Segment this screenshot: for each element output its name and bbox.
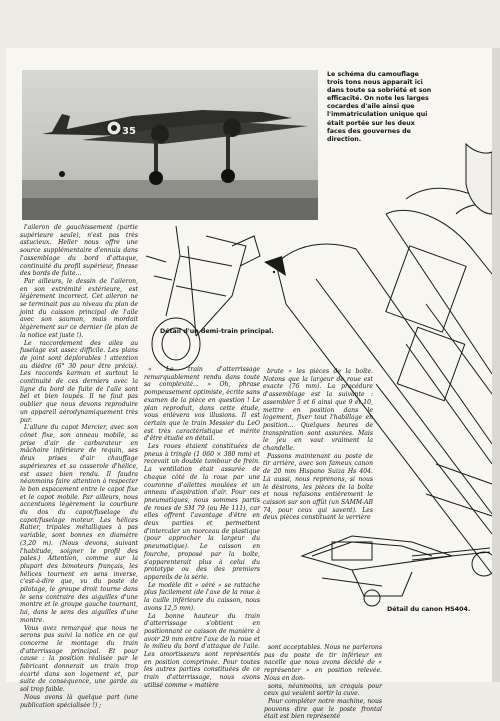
column3-paragraph: brute » les pièces de la boîte. Notons que la largeur de roue est exacte (76 mm). La procédure d'assemblage est la suivante : assembler 5 et 6 ainsi que 9 et 10, mettre en position dans le logement, fixer tout l'habillage en position... Quelques heures de transpiration sont assurées. Mais le jeu en vaut vraiment la chandelle.: [263, 368, 373, 453]
column4-paragraph: Pour compléter notre machine, nous pouvons dire que le poste frontal était est bien représenté: [264, 697, 382, 721]
canon-drawing: [292, 516, 492, 612]
column4-paragraph: sons, néanmoins, un croquis pour ceux qui veulent sortir la cuve.: [264, 682, 382, 698]
column2-paragraph: Le modèle dit « aéré » se rattache plus facilement (de l'axe de la roue à la cuille inférieure du caisson, nous avons 12,5 mm).: [144, 581, 260, 612]
column1-paragraph: Vous avez remarqué que nous ne serons pas suivi la notice en ce qui concerne le montage du train d'atterrissage principal. Et pour cause : la position réalisée par le fabricant donnerait un train trop écarté dans son logement et, par suite de conséquence, une garde au sol trop faible.: [20, 624, 138, 694]
aircraft-marking: 35: [122, 126, 136, 137]
column1-paragraph: L'allure du capot Mercier, avec son cônet fixe, son anneau mobile, sa prise d'air de carburateur en mâchoire inférieure de requin, ses deux prises d'air chauffage supérieures et sa casserole d'hélice, est assez bien rendu. Il faudra néanmoins faire attention à respecter le bon espacement entre le capot fixe et le capot mobile. Par ailleurs, nous accentuons légèrement la courbure du dos du capot/fuselage du capot/fuselage moteur. Les hélices Ratier, tripales métalliques à pas variable, sont bonnes en diamètre (3,20 m). (Nous devons, suivant l'habitude, soigner le profil des pales.) Attention, comme sur la plupart des bimoteurs français, les hélices tournent en sens inverse, c'est-à-dire que, vu du poste de pilotage, le groupe droit tourne dans le sens contraire des aiguilles d'une montre et le groupe gauche tournant, lui, dans le sens des aiguilles d'une montre.: [20, 424, 138, 624]
column1-paragraph: l'aileron de gauchissement (partie supérieure seule), n'est pas très astucieux. Heller nous offre une source supplémentaire d'ennuis dans l'assemblage du bord d'attaque, continuité du profil supérieur, finesse des bords de fuite...: [20, 224, 138, 278]
page-edge: [492, 48, 500, 682]
magazine-page: [6, 48, 492, 721]
column1-paragraph: Par ailleurs, le dessin de l'aileron, en son extrémité extérieure, est légèrement incorrect. Cet aileron ne se terminait pas au niveau du plan de joint du caisson principal de l'aile avec son saumon, mais mordait légèrement sur ce dernier (le plan de la notice est juste !).: [20, 277, 138, 339]
gear-detail-label: Détail d'un demi-train principal.: [160, 328, 274, 335]
text-column-4: [264, 644, 382, 721]
text-column-3: [263, 368, 373, 522]
column3-paragraph: Passons maintenant au poste de tir arrière, avec son fameux canon de 20 mm Hispano Suiza Hs 404. Là aussi, nous reprenons, si nous le désirons, les pièces de la boîte et nous refaisons entièrement le caisson sur son affût (un SAMM-AB 74, pour ceux qui savent). Les deux pièces constituant la verrière: [263, 452, 373, 522]
landing-gear-drawing: [136, 216, 266, 376]
column2-paragraph: La bonne hauteur du train d'atterrissage s'obtient en positionnant ce caisson de manière à avoir 29 mm entre l'axe de la roue et le milieu du bord d'attaque de l'aile. Les amortisseurs sont représentés en position comprimée. Pour toutes les autres parties constituées de ce train d'atterrissage, nous avons utilisé comme « matière: [144, 612, 260, 689]
column1-paragraph: Le raccordement des ailes au fuselage est assez difficile. Les plans de joint sont déplorables ! attention au dièdre (6° 30 pour être précis). Les raccords karman et surtout la continuité de ces derniers avec la ligne du bord de fuite de l'aile sont bel et bien loupés. Il ne faut pas oublier que nous devons reproduire un appareil aérodynamiquement très pur.: [20, 339, 138, 424]
column4-paragraph: sont acceptables. Nous ne parlerons pas du poste de tir inférieur en nacelle que nous avons décidé de « représenter » en position relevée. Nous en don-: [264, 644, 382, 682]
column2-paragraph: « Le train d'atterrissage remarquablement rendu dans toute sa complexité... » Oh, phrase pompeusement optimiste, écrite sans examen de la pièce en question ! Le plan reproduit, dans cette étude, vous enlèvera vos illusions. Il est certain que le train Messier du LeO est très caractéristique et mérite d'être étudié en détail.: [144, 366, 260, 443]
photo-caption: Le schéma du camouflage trois tons nous apparaît ici dans toute sa sobriété et son efficacité. On note les larges cocardes d'aile ainsi que l'immatriculation unique qui était portée sur les deux faces des gouvernes de direction.: [327, 71, 432, 143]
text-column-2: [144, 366, 260, 690]
text-column-1: [20, 224, 138, 709]
canon-detail-label: Détail du canon HS404.: [387, 606, 471, 613]
column1-paragraph: Nous avons là quelque part (une publication spécialisée !) ;: [20, 693, 138, 709]
column2-paragraph: Les roues étaient constituées de pneus à tringle (1 060 × 380 mm) et recevait un double tambour de frein. La ventilation était assurée de chaque côté de la roue par une couronne d'ailettes moulées et un anneau d'aspiration d'air. Pour ces pneumatiques, nous sommes partis de roues de SM 79 (ou He 111), car elles offrent l'avantage d'être en deux parties et permettent d'intercaler un morceau de plastique (pour approcher la largeur du pneumatique). Le caisson en fourche, proposé par la boîte, s'apparenterait plus à celui du prototype ou des des premiers appareils de la série.: [144, 443, 260, 581]
